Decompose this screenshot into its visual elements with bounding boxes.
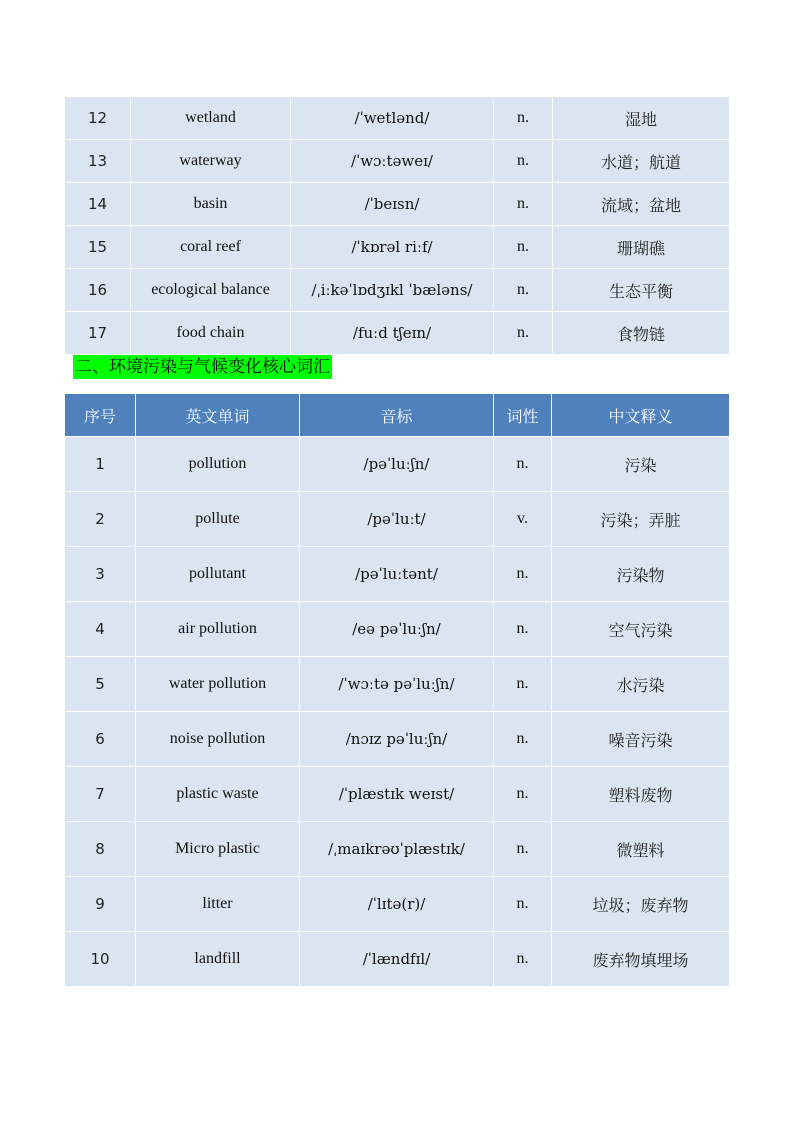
table-row bbox=[65, 712, 730, 767]
table-row bbox=[65, 226, 730, 269]
chinese-meaning: 水污染 bbox=[552, 657, 730, 712]
part-of-speech: n. bbox=[494, 183, 553, 226]
part-of-speech: n. bbox=[494, 602, 552, 657]
chinese-meaning: 空气污染 bbox=[552, 602, 730, 657]
phonetic: /ˈplæstɪk weɪst/ bbox=[300, 767, 494, 822]
chinese-meaning: 微塑料 bbox=[552, 822, 730, 877]
table-row bbox=[65, 602, 730, 657]
phonetic: /ˈlɪtə(r)/ bbox=[300, 877, 494, 932]
chinese-meaning: 垃圾；废弃物 bbox=[552, 877, 730, 932]
part-of-speech: n. bbox=[494, 657, 552, 712]
part-of-speech: n. bbox=[494, 822, 552, 877]
english-word: pollute bbox=[136, 492, 300, 547]
english-word: Micro plastic bbox=[136, 822, 300, 877]
part-of-speech: n. bbox=[494, 712, 552, 767]
chinese-meaning: 流域；盆地 bbox=[553, 183, 730, 226]
vocabulary-table-continued bbox=[64, 96, 730, 355]
english-word: pollutant bbox=[136, 547, 300, 602]
phonetic: /ˈwɔːtəweɪ/ bbox=[291, 140, 494, 183]
english-word: coral reef bbox=[131, 226, 291, 269]
row-number: 8 bbox=[65, 822, 136, 877]
english-word: waterway bbox=[131, 140, 291, 183]
header-word: 英文单词 bbox=[136, 394, 300, 437]
table-row bbox=[65, 269, 730, 312]
row-number: 1 bbox=[65, 437, 136, 492]
row-number: 6 bbox=[65, 712, 136, 767]
row-number: 5 bbox=[65, 657, 136, 712]
english-word: pollution bbox=[136, 437, 300, 492]
english-word: basin bbox=[131, 183, 291, 226]
table-row bbox=[65, 877, 730, 932]
table-row bbox=[65, 97, 730, 140]
pollution-vocabulary-table bbox=[64, 393, 730, 987]
chinese-meaning: 噪音污染 bbox=[552, 712, 730, 767]
chinese-meaning: 塑料废物 bbox=[552, 767, 730, 822]
phonetic: /ˈbeɪsn/ bbox=[291, 183, 494, 226]
english-word: noise pollution bbox=[136, 712, 300, 767]
header-pos: 词性 bbox=[494, 394, 552, 437]
table-row bbox=[65, 312, 730, 355]
phonetic: /pəˈluːtənt/ bbox=[300, 547, 494, 602]
row-number: 7 bbox=[65, 767, 136, 822]
chinese-meaning: 生态平衡 bbox=[553, 269, 730, 312]
table-row bbox=[65, 140, 730, 183]
english-word: wetland bbox=[131, 97, 291, 140]
part-of-speech: v. bbox=[494, 492, 552, 547]
english-word: plastic waste bbox=[136, 767, 300, 822]
part-of-speech: n. bbox=[494, 437, 552, 492]
part-of-speech: n. bbox=[494, 932, 552, 987]
row-number: 17 bbox=[65, 312, 131, 355]
english-word: ecological balance bbox=[131, 269, 291, 312]
table-row bbox=[65, 822, 730, 877]
chinese-meaning: 污染 bbox=[552, 437, 730, 492]
table-row bbox=[65, 932, 730, 987]
english-word: food chain bbox=[131, 312, 291, 355]
header-meaning: 中文释义 bbox=[552, 394, 730, 437]
row-number: 14 bbox=[65, 183, 131, 226]
part-of-speech: n. bbox=[494, 140, 553, 183]
phonetic: /eə pəˈluːʃn/ bbox=[300, 602, 494, 657]
phonetic: /pəˈluːt/ bbox=[300, 492, 494, 547]
english-word: landfill bbox=[136, 932, 300, 987]
part-of-speech: n. bbox=[494, 547, 552, 602]
row-number: 16 bbox=[65, 269, 131, 312]
header-row bbox=[65, 394, 730, 437]
phonetic: /ˈlændfɪl/ bbox=[300, 932, 494, 987]
english-word: air pollution bbox=[136, 602, 300, 657]
part-of-speech: n. bbox=[494, 767, 552, 822]
table-row bbox=[65, 657, 730, 712]
row-number: 12 bbox=[65, 97, 131, 140]
part-of-speech: n. bbox=[494, 269, 553, 312]
row-number: 10 bbox=[65, 932, 136, 987]
row-number: 3 bbox=[65, 547, 136, 602]
table-row bbox=[65, 492, 730, 547]
row-number: 9 bbox=[65, 877, 136, 932]
table-row bbox=[65, 767, 730, 822]
chinese-meaning: 污染物 bbox=[552, 547, 730, 602]
phonetic: /ˌmaɪkrəʊˈplæstɪk/ bbox=[300, 822, 494, 877]
table-body bbox=[65, 437, 730, 987]
phonetic: /ˌiːkəˈlɒdʒɪkl ˈbæləns/ bbox=[291, 269, 494, 312]
header-no: 序号 bbox=[65, 394, 136, 437]
chinese-meaning: 食物链 bbox=[553, 312, 730, 355]
row-number: 15 bbox=[65, 226, 131, 269]
chinese-meaning: 湿地 bbox=[553, 97, 730, 140]
part-of-speech: n. bbox=[494, 877, 552, 932]
table-row bbox=[65, 547, 730, 602]
header-phonetic: 音标 bbox=[300, 394, 494, 437]
chinese-meaning: 废弃物填埋场 bbox=[552, 932, 730, 987]
row-number: 13 bbox=[65, 140, 131, 183]
part-of-speech: n. bbox=[494, 97, 553, 140]
table-body bbox=[65, 97, 730, 355]
phonetic: /nɔɪz pəˈluːʃn/ bbox=[300, 712, 494, 767]
phonetic: /ˈwɔːtə pəˈluːʃn/ bbox=[300, 657, 494, 712]
part-of-speech: n. bbox=[494, 312, 553, 355]
row-number: 2 bbox=[65, 492, 136, 547]
phonetic: /ˈkɒrəl riːf/ bbox=[291, 226, 494, 269]
chinese-meaning: 水道；航道 bbox=[553, 140, 730, 183]
phonetic: /pəˈluːʃn/ bbox=[300, 437, 494, 492]
row-number: 4 bbox=[65, 602, 136, 657]
table-row bbox=[65, 437, 730, 492]
table-row bbox=[65, 183, 730, 226]
english-word: litter bbox=[136, 877, 300, 932]
chinese-meaning: 珊瑚礁 bbox=[553, 226, 730, 269]
phonetic: /fuːd tʃeɪn/ bbox=[291, 312, 494, 355]
section-title: 二、环境污染与气候变化核心词汇 bbox=[75, 357, 330, 377]
chinese-meaning: 污染；弄脏 bbox=[552, 492, 730, 547]
phonetic: /ˈwetlənd/ bbox=[291, 97, 494, 140]
part-of-speech: n. bbox=[494, 226, 553, 269]
english-word: water pollution bbox=[136, 657, 300, 712]
